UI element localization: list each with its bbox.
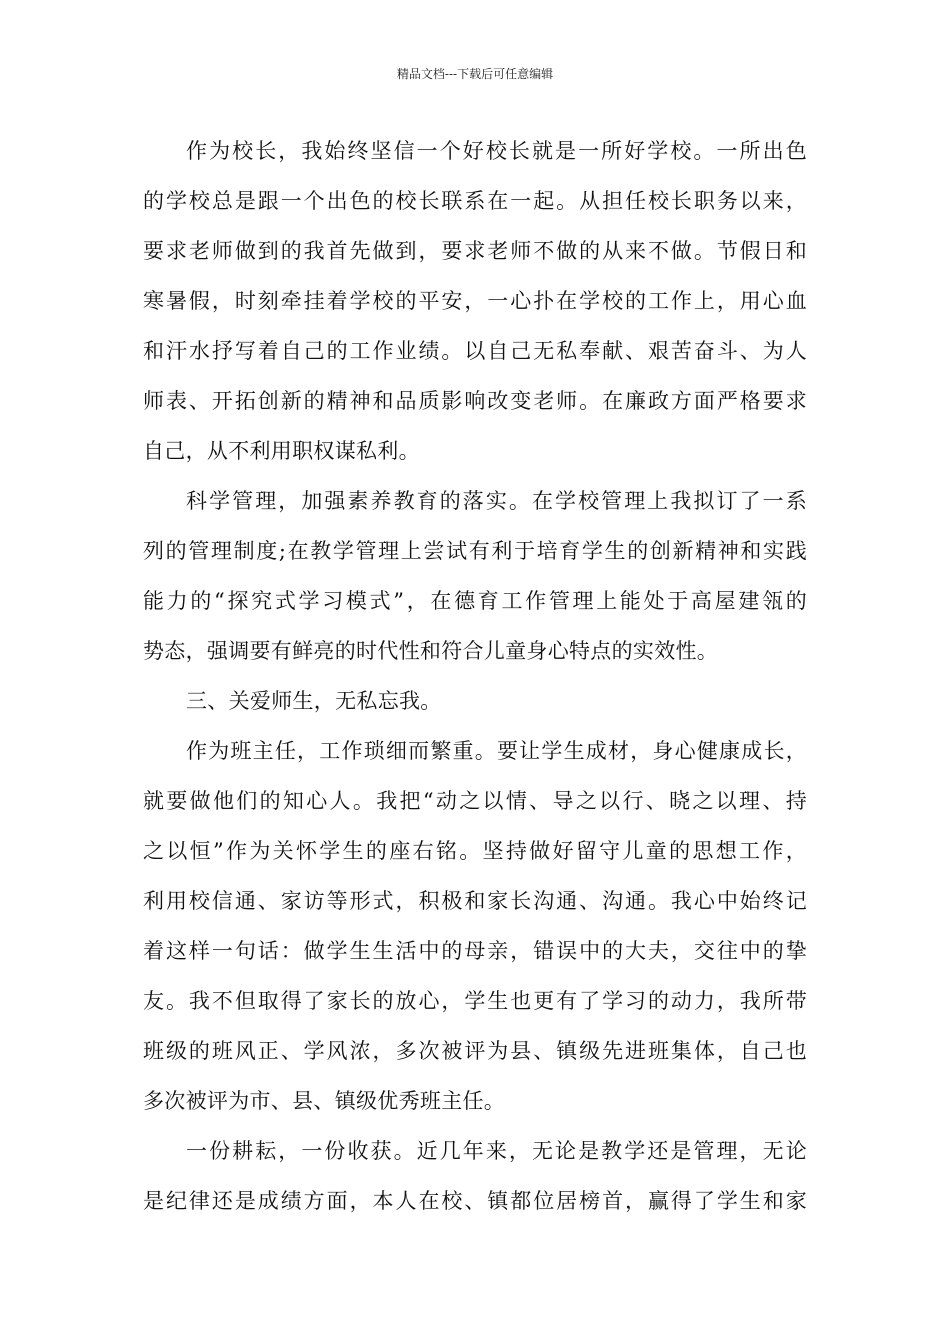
text-line: 的学校总是跟一个出色的校长联系在一起。从担任校长职务以来， [143,189,807,213]
text-line: 利用校信通、家访等形式，积极和家长沟通、沟通。我心中始终记 [143,889,807,913]
paragraph-principal [143,126,807,476]
text-line: 多次被评为市、县、镇级优秀班主任。 [143,1089,506,1113]
text-line: 就要做他们的知心人。我把“动之以情、导之以行、晓之以理、持 [143,789,807,813]
paragraph-class-teacher [143,726,807,1126]
text-line: 班级的班风正、学风浓，多次被评为县、镇级先进班集体，自己也 [143,1039,807,1063]
text-line: 势态，强调要有鲜亮的时代性和符合儿童身心特点的实效性。 [143,639,719,663]
text-line: 师表、开拓创新的精神和品质影响改变老师。在廉政方面严格要求 [143,389,807,413]
page-header: 精品文档---下载后可任意编辑 [396,67,554,81]
text-line: 着这样一句话：做学生生活中的母亲，错误中的大夫，交往中的挚 [143,939,807,963]
text-line: 自己，从不利用职权谋私利。 [143,439,420,463]
paragraph-management [143,476,807,676]
text-line: 之以恒”作为关怀学生的座右铭。坚持做好留守儿童的思想工作， [143,839,807,863]
text-line: 三、关爱师生，无私忘我。 [186,689,442,713]
document-body [143,126,807,1226]
text-line: 作为班主任，工作琐细而繁重。要让学生成材，身心健康成长， [186,739,807,763]
text-line: 是纪律还是成绩方面，本人在校、镇都位居榜首，赢得了学生和家 [143,1189,807,1213]
text-line: 寒暑假，时刻牵挂着学校的平安，一心扑在学校的工作上，用心血 [143,289,807,313]
text-line: 能力的“探究式学习模式”，在德育工作管理上能处于高屋建瓴的 [143,589,807,613]
text-line: 列的管理制度;在教学管理上尝试有利于培育学生的创新精神和实践 [143,539,807,563]
text-line: 作为校长，我始终坚信一个好校长就是一所好学校。一所出色 [186,139,807,163]
text-line: 一份耕耘，一份收获。近几年来，无论是教学还是管理，无论 [186,1139,807,1163]
text-line: 和汗水抒写着自己的工作业绩。以自己无私奉献、艰苦奋斗、为人 [143,339,807,363]
paragraph-results [143,1126,807,1226]
text-line: 科学管理，加强素养教育的落实。在学校管理上我拟订了一系 [186,489,807,513]
section-heading [143,676,807,726]
text-line: 要求老师做到的我首先做到，要求老师不做的从来不做。节假日和 [143,239,807,263]
text-line: 友。我不但取得了家长的放心，学生也更有了学习的动力，我所带 [143,989,807,1013]
